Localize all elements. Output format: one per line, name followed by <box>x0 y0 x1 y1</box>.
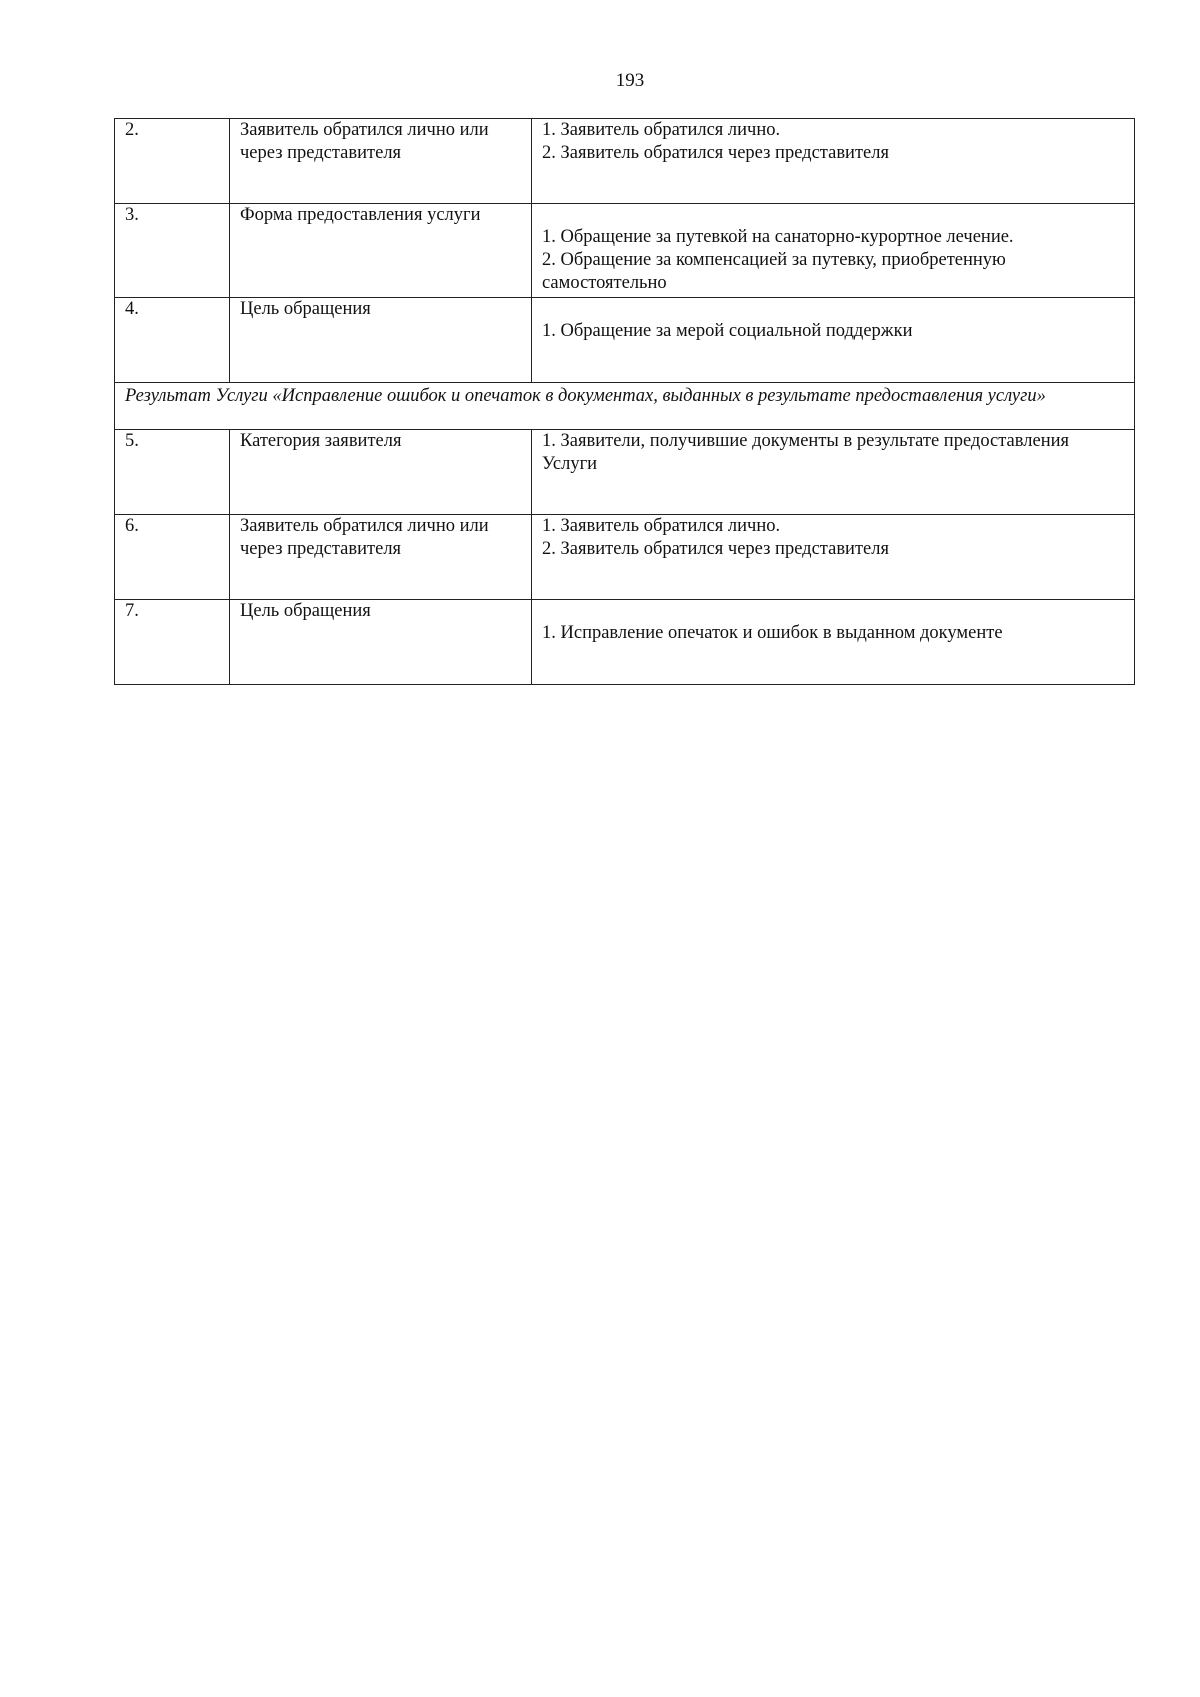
table-row <box>115 119 1135 204</box>
row-values <box>532 298 1135 383</box>
row-number: 2. <box>115 119 230 204</box>
row-number: 4. <box>115 298 230 383</box>
row-values <box>532 430 1135 515</box>
row-name: Цель обращения <box>230 600 532 685</box>
section-title: Результат Услуги «Исправление ошибок и опечаток в документах, выданных в результате предоставления услуги» <box>115 383 1135 430</box>
row-name: Заявитель обратился лично или через представителя <box>230 515 532 600</box>
row-value-line: 1. Заявитель обратился лично. <box>542 516 781 536</box>
row-value-line: 1. Заявитель обратился лично. <box>542 120 781 140</box>
row-name: Цель обращения <box>230 298 532 383</box>
table-row <box>115 298 1135 383</box>
table-row <box>115 204 1135 298</box>
row-value-line: 1. Обращение за мерой социальной поддержки <box>542 321 913 341</box>
row-value-line: 1. Заявители, получившие документы в результате предоставления Услуги <box>542 431 1070 474</box>
table-row <box>115 430 1135 515</box>
row-value-line: 1. Исправление опечаток и ошибок в выданном документе <box>542 623 1003 643</box>
row-values <box>532 119 1135 204</box>
row-values <box>532 600 1135 685</box>
table-row <box>115 600 1135 685</box>
row-value-line: 2. Обращение за компенсацией за путевку, приобретенную самостоятельно <box>542 250 1006 293</box>
table-row <box>115 515 1135 600</box>
row-number: 5. <box>115 430 230 515</box>
row-name: Форма предоставления услуги <box>230 204 532 298</box>
row-value-line: 1. Обращение за путевкой на санаторно-курортное лечение. <box>542 227 1014 247</box>
page-number: 193 <box>615 70 645 91</box>
row-name: Категория заявителя <box>230 430 532 515</box>
row-values <box>532 515 1135 600</box>
document-table <box>114 118 1135 685</box>
row-value-line: 2. Заявитель обратился через представителя <box>542 143 889 163</box>
row-value-line: 2. Заявитель обратился через представителя <box>542 539 889 559</box>
row-name: Заявитель обратился лично или через представителя <box>230 119 532 204</box>
section-row <box>115 383 1135 430</box>
row-number: 7. <box>115 600 230 685</box>
row-values <box>532 204 1135 298</box>
row-number: 3. <box>115 204 230 298</box>
row-number: 6. <box>115 515 230 600</box>
